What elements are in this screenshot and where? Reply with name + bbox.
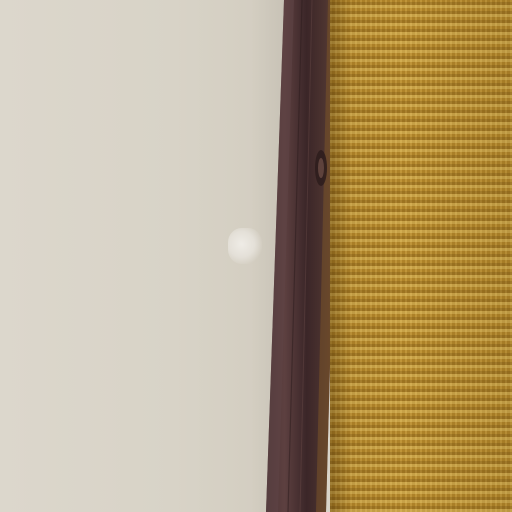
carpet-shading	[330, 0, 512, 512]
wood-trim-graphic	[266, 0, 340, 512]
wood-knot-center	[318, 158, 324, 178]
textured-carpet	[330, 0, 512, 512]
wooden-door-frame	[266, 0, 340, 512]
wall-paint-chip	[228, 228, 262, 264]
